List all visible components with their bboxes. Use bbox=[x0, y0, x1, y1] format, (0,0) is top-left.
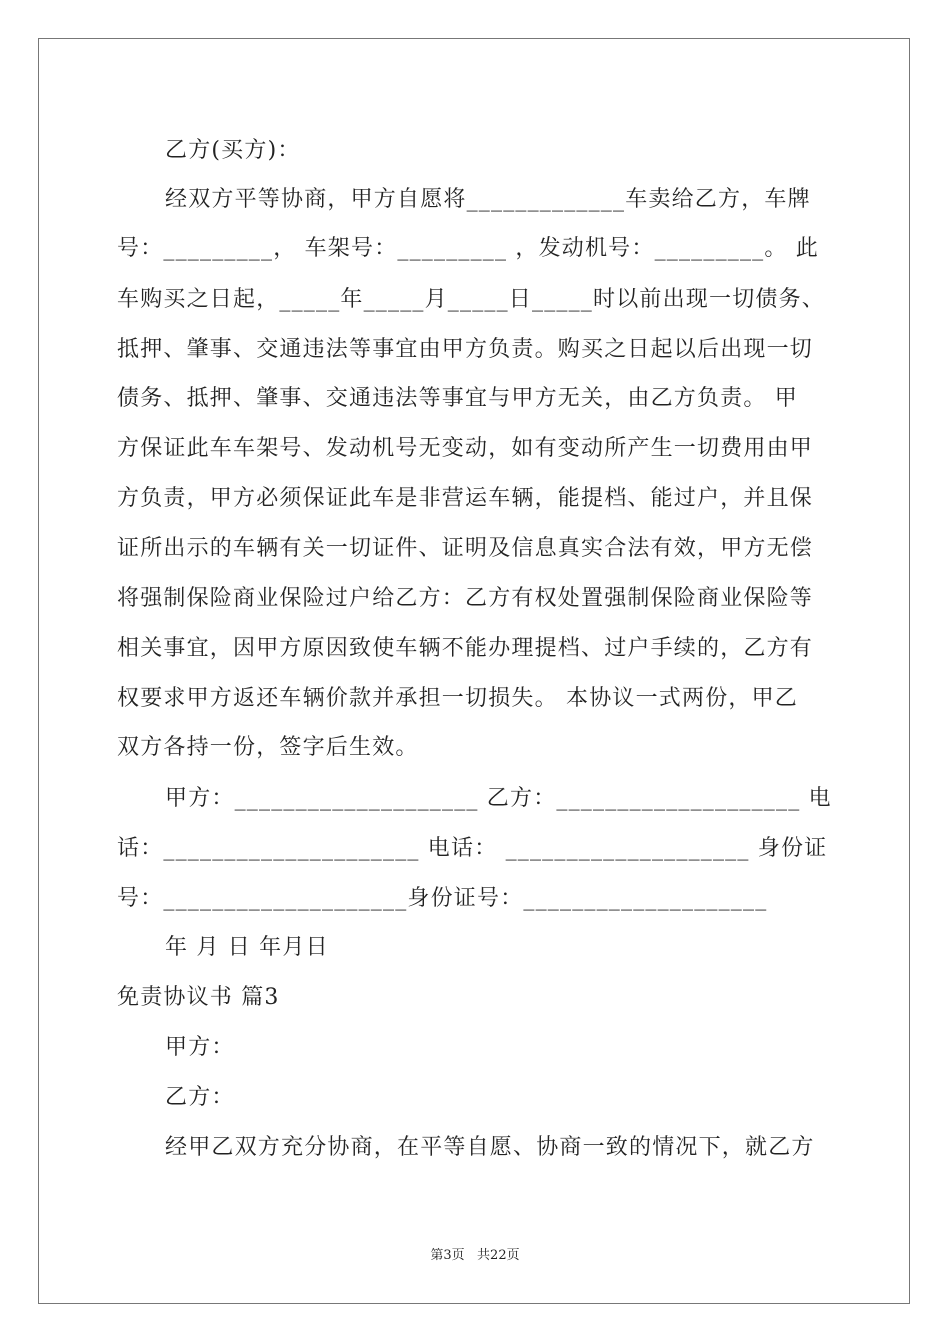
signature-line-parties: 甲方：____________________ 乙方：____________________ 电 bbox=[165, 786, 832, 811]
page-footer: 第3页 共22页 bbox=[430, 1248, 520, 1263]
text-line: 经双方平等协商，甲方自愿将_____________车卖给乙方，车牌 bbox=[165, 187, 811, 212]
text-line: 双方各持一份，签字后生效。 bbox=[117, 735, 419, 760]
text-line: 相关事宜，因甲方原因致使车辆不能办理提档、过户手续的，乙方有 bbox=[117, 636, 814, 661]
text-line: 乙方(买方)： bbox=[165, 138, 301, 163]
signature-line-phone: 话：_____________________ 电话： ____________________ 身份证 bbox=[117, 836, 828, 861]
text-line: 车购买之日起，_____年_____月_____日_____时以前出现一切债务、 bbox=[117, 287, 826, 312]
page-border bbox=[38, 38, 910, 1304]
text-line: 号：_________， 车架号：_________ ，发动机号：_________。 此 bbox=[117, 236, 819, 261]
signature-line-id: 号：____________________身份证号：____________________ bbox=[117, 886, 768, 911]
section-title: 免责协议书 篇3 bbox=[117, 985, 280, 1010]
text-line: 债务、抵押、肇事、交通违法等事宜与甲方无关，由乙方负责。 甲 bbox=[117, 386, 798, 411]
text-line: 将强制保险商业保险过户给乙方：乙方有权处置强制保险商业保险等 bbox=[117, 586, 814, 611]
text-line: 证所出示的车辆有关一切证件、证明及信息真实合法有效，甲方无偿 bbox=[117, 536, 814, 561]
text-line: 方负责，甲方必须保证此车是非营运车辆，能提档、能过户，并且保 bbox=[117, 486, 814, 511]
text-line: 抵押、肇事、交通违法等事宜由甲方负责。购买之日起以后出现一切 bbox=[117, 337, 814, 362]
text-line: 方保证此车车架号、发动机号无变动，如有变动所产生一切费用由甲 bbox=[117, 436, 814, 461]
party-a-label: 甲方： bbox=[165, 1035, 235, 1060]
date-line: 年 月 日 年月日 bbox=[165, 935, 329, 960]
text-line: 权要求甲方返还车辆价款并承担一切损失。 本协议一式两份，甲乙 bbox=[117, 686, 798, 711]
party-b-label: 乙方： bbox=[165, 1085, 235, 1110]
text-line: 经甲乙双方充分协商，在平等自愿、协商一致的情况下，就乙方 bbox=[165, 1135, 815, 1160]
